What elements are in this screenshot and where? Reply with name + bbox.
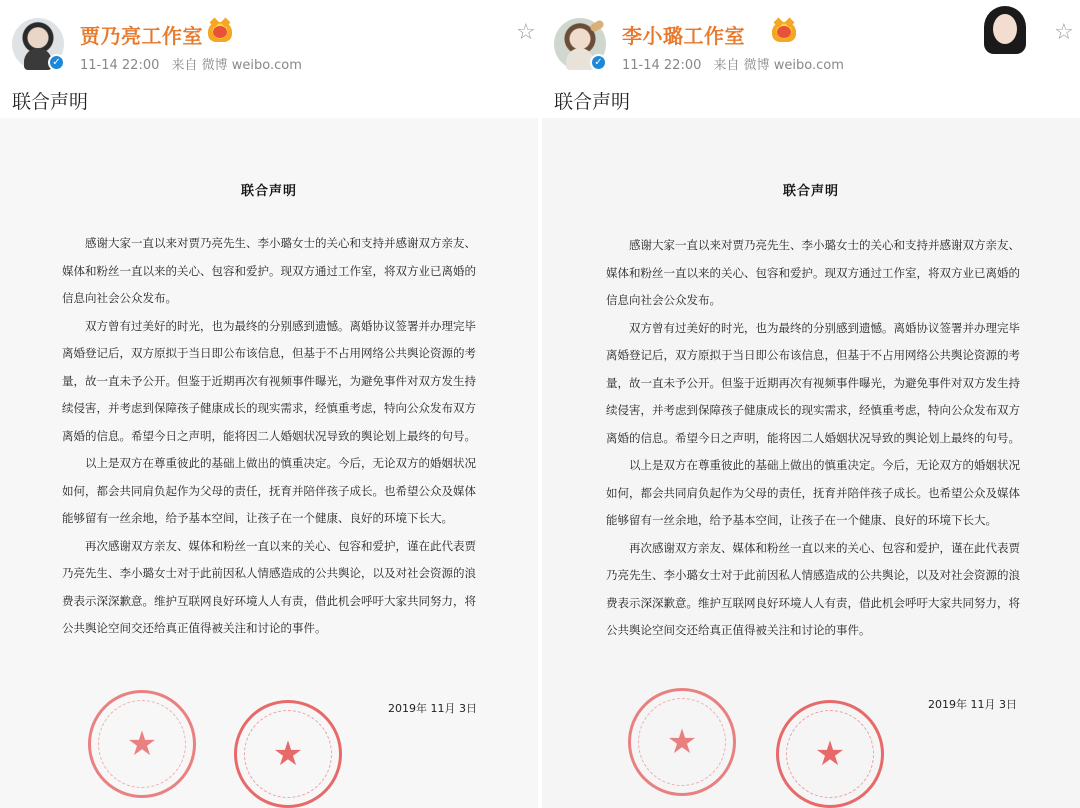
statement-paragraph: 感谢大家一直以来对贾乃亮先生、李小璐女士的关心和支持并感谢双方亲友、媒体和粉丝一直以来的关心、包容和爱护。现双方通过工作室，将双方业已离婚的信息向社会公众发布。 <box>606 238 1020 307</box>
post-text: 联合声明 <box>12 91 89 113</box>
post-meta <box>80 54 310 73</box>
statement-paragraph: 感谢大家一直以来对贾乃亮先生、李小璐女士的关心和支持并感谢双方亲友、媒体和粉丝一直以来的关心、包容和爱护。现双方通过工作室，将双方业已离婚的信息向社会公众发布。 <box>62 236 476 305</box>
verified-check-icon: ✓ <box>48 54 65 71</box>
studio-seal-icon: ★ <box>776 700 884 808</box>
post-meta <box>622 54 852 73</box>
vip-badge-icon[interactable] <box>208 22 232 42</box>
vip-badge-icon[interactable] <box>772 22 796 42</box>
studio-seal-icon: ★ <box>88 690 196 798</box>
statement-paragraph: 以上是双方在尊重彼此的基础上做出的慎重决定。今后，无论双方的婚姻状况如何，都会共同肩负起作为父母的责任，抚育并陪伴孩子成长。也希望公众及媒体能够留有一丝余地，给予基本空间，让孩子在一个健康、良好的环境下长大。 <box>606 458 1020 527</box>
star-outline-icon[interactable]: ☆ <box>1054 20 1074 45</box>
post-text: 联合声明 <box>554 91 631 113</box>
weibo-post-right <box>542 0 1080 808</box>
post-time: 11-14 22:00 <box>622 58 702 73</box>
statement-date: 2019年 11月 3日 <box>928 698 1017 711</box>
statement-body <box>606 232 1026 645</box>
decoration-avatar-icon <box>980 4 1030 54</box>
post-source[interactable]: 来自 微博 weibo.com <box>171 58 302 73</box>
statement-paragraph: 再次感谢双方亲友、媒体和粉丝一直以来的关心、包容和爱护，谨在此代表贾乃亮先生、李小璐女士对于此前因私人情感造成的公共舆论，以及对社会资源的浪费表示深深歉意。维护互联网良好环境人人有责，借此机会呼吁大家共同努力，将公共舆论空间交还给真正值得被关注和讨论的事件。 <box>62 538 476 635</box>
verified-check-icon: ✓ <box>590 54 607 71</box>
statement-body <box>62 230 482 643</box>
post-source[interactable]: 来自 微博 weibo.com <box>713 58 844 73</box>
statement-paragraph: 双方曾有过美好的时光，也为最终的分别感到遗憾。离婚协议签署并办理完毕离婚登记后，双方原拟于当日即公布该信息，但基于不占用网络公共舆论资源的考量，故一直未予公开。但鉴于近期再次有视频事件曝光，为避免事件对双方发生持续侵害，并考虑到保障孩子健康成长的现实需求，经慎重考虑，特向公众发布双方离婚的信息。希望今日之声明，能将因二人婚姻状况导致的舆论划上最终的句号。 <box>606 320 1020 445</box>
statement-title: 联合声明 <box>782 184 839 199</box>
post-time: 11-14 22:00 <box>80 58 160 73</box>
statement-paragraph: 双方曾有过美好的时光，也为最终的分别感到遗憾。离婚协议签署并办理完毕离婚登记后，双方原拟于当日即公布该信息，但基于不占用网络公共舆论资源的考量，故一直未予公开。但鉴于近期再次有视频事件曝光，为避免事件对双方发生持续侵害，并考虑到保障孩子健康成长的现实需求，经慎重考虑，特向公众发布双方离婚的信息。希望今日之声明，能将因二人婚姻状况导致的舆论划上最终的句号。 <box>62 318 476 443</box>
statement-image[interactable] <box>0 118 538 808</box>
statement-image[interactable] <box>542 118 1080 808</box>
statement-title: 联合声明 <box>240 184 297 199</box>
statement-date: 2019年 11月 3日 <box>388 702 477 715</box>
account-name[interactable]: 贾乃亮工作室 <box>80 24 203 48</box>
studio-seal-icon: ★ <box>234 700 342 808</box>
account-name[interactable]: 李小璐工作室 <box>622 24 745 48</box>
star-outline-icon[interactable]: ☆ <box>516 20 536 45</box>
statement-paragraph: 以上是双方在尊重彼此的基础上做出的慎重决定。今后，无论双方的婚姻状况如何，都会共同肩负起作为父母的责任，抚育并陪伴孩子成长。也希望公众及媒体能够留有一丝余地，给予基本空间，让孩子在一个健康、良好的环境下长大。 <box>62 456 476 525</box>
statement-paragraph: 再次感谢双方亲友、媒体和粉丝一直以来的关心、包容和爱护，谨在此代表贾乃亮先生、李小璐女士对于此前因私人情感造成的公共舆论，以及对社会资源的浪费表示深深歉意。维护互联网良好环境人人有责，借此机会呼吁大家共同努力，将公共舆论空间交还给真正值得被关注和讨论的事件。 <box>606 540 1020 637</box>
weibo-post-left <box>0 0 538 808</box>
studio-seal-icon: ★ <box>628 688 736 796</box>
